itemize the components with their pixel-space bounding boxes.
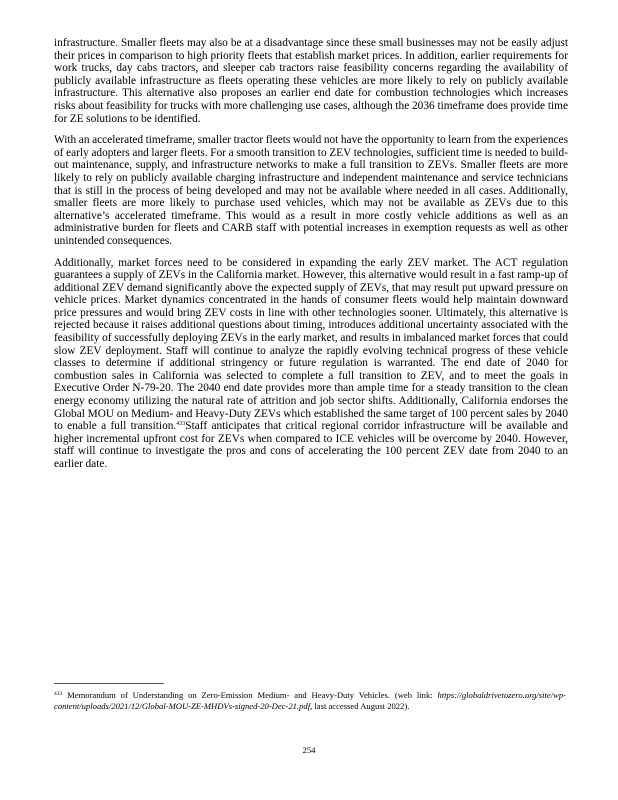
footnote-accessed: , last accessed August 2022). <box>310 701 410 712</box>
paragraph-1: infrastructure. Smaller fleets may also be at a disadvantage since these small businesses may not be easily adjust their prices in comparison to high priority fleets that establish market prices. In addition, earlier requirements for work trucks, day cabs tractors, and sleeper cab tractors raise feasibility concerns regarding the availability of publicly available infrastructure as fleets operating these vehicles are more likely to rely on publicly available infrastructure. This alternative also proposes an earlier end date for combustion technologies which increases risks about feasibility for trucks with more challenging use cases, although the 2036 timeframe does provide time for ZE solutions to be identified. <box>54 37 568 125</box>
footnote-link[interactable]: https://globaldrivetozero.org/site/wp-content/uploads/2021/12/Global-MOU-ZE-MHDVs-signed-20-Dec-21.pdf <box>54 690 566 712</box>
footnote-text: Memorandum of Understanding on Zero-Emission Medium- and Heavy-Duty Vehicles. (web link: <box>67 690 433 700</box>
paragraph-3 <box>54 257 568 471</box>
footnote-divider <box>54 683 164 684</box>
document-body <box>54 37 568 480</box>
page-number: 254 <box>302 745 316 755</box>
paragraph-2: With an accelerated timeframe, smaller tractor fleets would not have the opportunity to learn from the experiences of early adopters and larger fleets. For a smooth transition to ZEV technologies, sufficient time is needed to build-out maintenance, supply, and infrastructure networks to make a full transition to ZEVs. Smaller fleets are more likely to rely on publicly available charging infrastructure and independent maintenance and service technicians that is still in the process of being developed and may not be available where needed in all cases. Additionally, smaller fleets are more likely to purchase used vehicles, which may not be available as ZEVs due to this alternative’s accelerated timeframe. This would as a result in more costly vehicle additions as well as an administrative burden for fleets and CARB staff with potential increases in exemption requests as well as other unintended consequences. <box>54 134 568 247</box>
paragraph-3-text: Additionally, market forces need to be considered in expanding the early ZEV market. The ACT regulation guarantees a supply of ZEVs in the California market. However, this alternative would result in a fast ramp-up of additional ZEV demand significantly above the expected supply of ZEVs, that may result put upward pressure on vehicle prices. Market dynamics concentrated in the hands of consumer fleets would help maintain downward price pressures and would bring ZEV costs in line with other technologies sooner. Ultimately, this alternative is rejected because it raises additional questions about timing, introduces additional uncertainty associated with the feasibility of successfully deploying ZEVs in the early market, and results in imbalanced market forces that could slow ZEV deployment. Staff will continue to analyze the rapidly evolving technical progress of these vehicle classes to determine if additional stringency or future regulation is warranted. The end date of 2040 for combustion sales in California was selected to complete a full transition to ZEV, and to meet the goals in Executive Order N-79-20. The 2040 end date provides more than ample time for a steady transition to the clean energy economy utilizing the natural rate of attrition and job sector shifts. Additionally, California endorses the Global MOU on Medium- and Heavy-Duty ZEVs which established the same target of 100 percent sales by 2040 to enable a full transition. <box>54 256 568 433</box>
footnote-reference[interactable]: 433 <box>176 421 186 428</box>
paragraph-3-text-continued: Staff anticipates that critical regional corridor infrastructure will be available and higher incremental upfront cost for ZEVs when compared to ICE vehicles will be overcome by 2040. However, staff will continue to investigate the pros and cons of accelerating the 100 percent ZEV date from 2040 to an earlier date. <box>54 420 568 470</box>
footnote <box>54 690 566 712</box>
footnote-number: 433 <box>54 691 63 697</box>
